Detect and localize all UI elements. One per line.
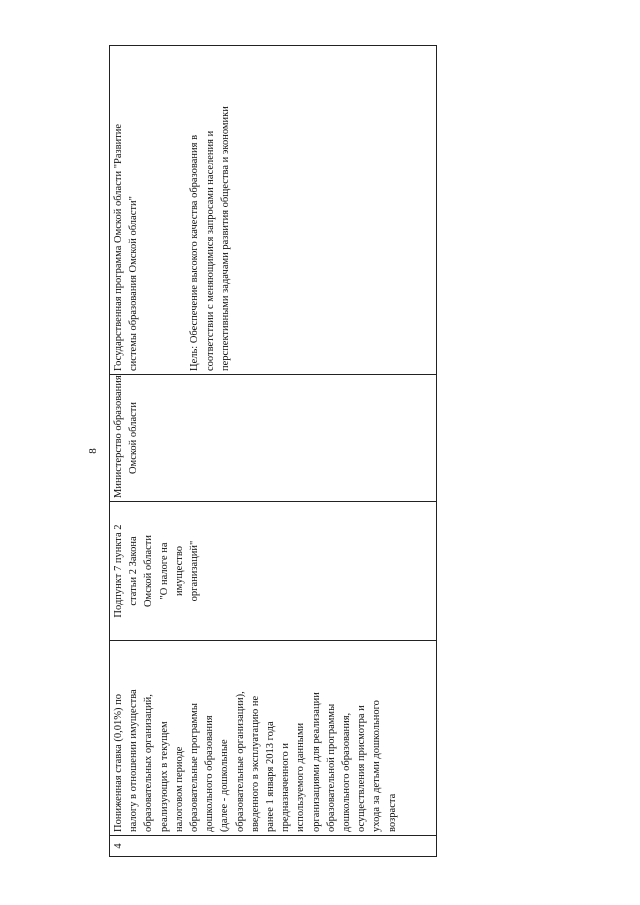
measure-name-line: налогу в отношении имущества bbox=[128, 689, 140, 832]
measure-name-line: осуществления присмотра и bbox=[356, 705, 368, 832]
rotated-page bbox=[87, 45, 437, 857]
legal-basis-line: Омской области bbox=[143, 534, 155, 608]
measure-name-line: введенного в эксплуатацию не bbox=[249, 695, 261, 832]
goal-line: Цель: Обеспечение высокого качества образования в bbox=[189, 134, 201, 371]
row-number-cell bbox=[110, 836, 437, 857]
measure-name-line: организациями для реализации bbox=[310, 692, 322, 832]
page-number: 8 bbox=[87, 448, 99, 454]
spacer bbox=[141, 49, 187, 371]
program-line: Государственная программа Омской области "Развитие bbox=[113, 123, 124, 371]
goal-line: перспективными задачами развития общества и экономики bbox=[219, 106, 231, 371]
measure-name-line: реализующих в текущем bbox=[158, 721, 170, 832]
legal-basis-line: имущество bbox=[173, 546, 185, 596]
program-cell bbox=[110, 46, 437, 375]
table-row bbox=[110, 46, 437, 857]
measure-name-line: образовательные программы bbox=[189, 703, 201, 832]
measure-name-line: образовательные организации), bbox=[234, 691, 246, 832]
tax-expenditure-table bbox=[109, 45, 437, 857]
legal-basis-cell bbox=[110, 502, 437, 641]
measure-name-line: дошкольного образования, bbox=[341, 712, 353, 832]
legal-basis-line: статьи 2 Закона bbox=[128, 536, 140, 606]
measure-name-line: дошкольного образования bbox=[204, 715, 216, 832]
legal-basis-line: организаций" bbox=[189, 540, 201, 602]
administrator-cell bbox=[110, 375, 437, 502]
measure-name-line: налоговом периоде bbox=[173, 746, 185, 832]
administrator-line: Омской области bbox=[128, 401, 140, 475]
goal-line: соответствии с меняющимися запросами населения и bbox=[204, 130, 216, 371]
measure-name-line: ранее 1 января 2013 года bbox=[265, 721, 277, 832]
program-line: системы образования Омской области" bbox=[128, 196, 140, 371]
administrator-line: Министерство образования bbox=[113, 375, 124, 498]
measure-name-cell bbox=[110, 641, 437, 836]
measure-name-line: Пониженная ставка (0,01%) по bbox=[113, 693, 124, 832]
legal-basis-line: Подпункт 7 пункта 2 bbox=[113, 524, 124, 618]
measure-name-line: образовательных организаций, bbox=[143, 694, 155, 832]
measure-name-line: ухода за детьми дошкольного bbox=[371, 700, 383, 832]
measure-name-line: предназначенного и bbox=[280, 743, 292, 832]
legal-basis-line: "О налоге на bbox=[158, 542, 170, 600]
row-number: 4 bbox=[113, 843, 124, 849]
measure-name-line: возраста bbox=[386, 793, 398, 832]
measure-name-line: образовательной программы bbox=[325, 703, 337, 832]
measure-name-line: используемого данными bbox=[295, 722, 307, 832]
measure-name-line: (далее - дошкольные bbox=[219, 739, 231, 832]
